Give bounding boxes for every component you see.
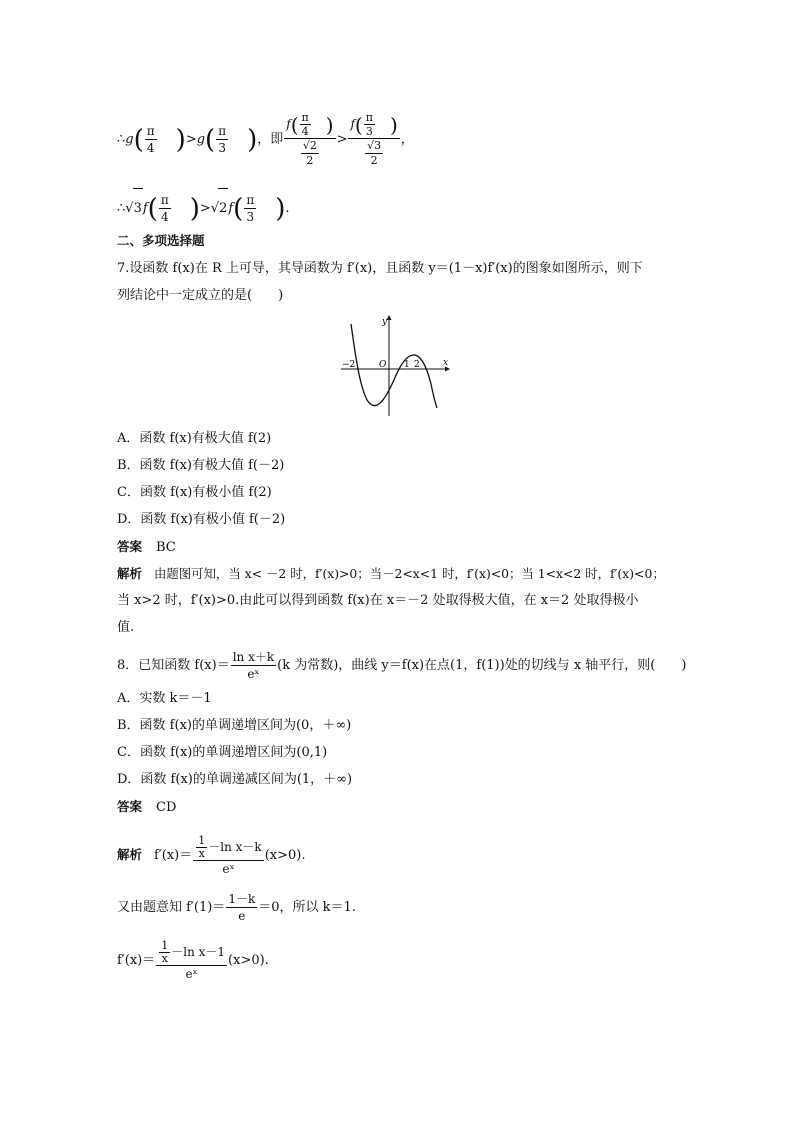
q8-stem: 8．已知函数 f(x)＝ $\frac{\text{ln x＋k}}{\text{eˣ}}$ (k 为常数)，曲线 y＝f(x)在点(1，f(1))处的切线与 x 轴平行，则( ) xyxy=(117,650,687,681)
q7-option-a: A．函数 f(x)有极大值 f(2) xyxy=(117,431,272,446)
q7-stem-line-1: 7.设函数 f(x)在 R 上可导，其导函数为 f′(x)，且函数 y＝(1－x)f′(x)的图象如图所示，则下 xyxy=(117,261,643,276)
fraction-pi-4: $\frac{\pi}{4}$ xyxy=(160,193,169,224)
q8-final-derivative-fraction: $\frac{1}{x}$ －ln x－1 eˣ xyxy=(156,940,227,982)
ji-text: ，即 xyxy=(257,132,284,147)
x-label: x xyxy=(443,358,449,368)
q8-option-a: A．实数 k＝－1 xyxy=(117,691,212,706)
g-symbol: g xyxy=(125,132,134,147)
q8-k-fraction: $\frac{1-k}{e}$ xyxy=(228,892,256,923)
origin-label: O xyxy=(379,360,387,370)
tick-1: 1 xyxy=(404,360,410,370)
period: . xyxy=(285,201,290,216)
q7-graph xyxy=(335,312,455,418)
q7-stem-line-2: 列结论中一定成立的是( ) xyxy=(117,288,284,303)
f-symbol: f xyxy=(142,201,148,216)
sqrt-2: 2 xyxy=(218,188,228,229)
f-symbol: f xyxy=(228,201,234,216)
inequality-line-1: ∴g( $\frac{\pi}{4}$ )>g( $\frac{\pi}{3}$ )，即 f( $\frac{\pi}{4}$ ) $\frac{√2}{2}$ > f( $\frac{\pi}{3}$ ) $\frac{√3}{2}$ ， xyxy=(117,111,414,167)
tick-neg2: −2 xyxy=(342,360,356,370)
q8-option-d: D．函数 f(x)的单调递减区间为(1，＋∞) xyxy=(117,772,353,787)
q8-fraction: $\frac{\text{ln x＋k}}{\text{eˣ}}$ xyxy=(232,650,275,681)
fraction-f-pi3-over-sqrt3: f( $\frac{\pi}{3}$ ) $\frac{√3}{2}$ xyxy=(350,111,398,167)
function-curve xyxy=(351,324,437,408)
q8-answer: 答案 CD xyxy=(117,799,177,815)
gt-g-symbol: >g xyxy=(185,132,206,147)
fraction-pi-3: $\frac{\pi}{3}$ xyxy=(246,193,255,224)
therefore-symbol: ∴ xyxy=(117,132,126,147)
tick-2: 2 xyxy=(414,360,420,370)
q7-analysis-line-1: 解析 由题图可知，当 x< －2 时，f′(x)>0；当－2<x<1 时，f′(x)<0；当 1<x<2 时，f′(x)<0； xyxy=(117,566,665,581)
gt-symbol: > xyxy=(199,201,211,216)
q7-answer: 答案 BC xyxy=(117,539,176,555)
q7-analysis-line-2: 当 x>2 时，f′(x)>0.由此可以得到函数 f(x)在 x＝－2 处取得极大值，在 x＝2 处取得极小 xyxy=(117,593,639,608)
q7-analysis-line-3: 值. xyxy=(117,620,135,635)
q8-analysis-line-2: 又由题意知 f′(1)＝ $\frac{1-k}{e}$ ＝0，所以 k＝1. xyxy=(117,892,356,923)
q7-option-c: C．函数 f(x)有极小值 f(2) xyxy=(117,485,272,500)
therefore-symbol: ∴ xyxy=(117,201,126,216)
q7-option-b: B．函数 f(x)有极大值 f(－2) xyxy=(117,458,285,473)
y-axis-arrow xyxy=(387,315,392,320)
fraction-f-pi4-over-sqrt2: f( $\frac{\pi}{4}$ ) $\frac{√2}{2}$ xyxy=(286,111,334,167)
sqrt-3: 3 xyxy=(133,188,143,229)
q8-option-b: B．函数 f(x)的单调递增区间为(0，＋∞) xyxy=(117,718,352,733)
q8-analysis-derivative: 解析 f′(x)＝ $\frac{1}{x}$ －ln x－k eˣ (x>0). xyxy=(117,833,306,876)
q8-derivative-fraction: $\frac{1}{x}$ －ln x－k eˣ xyxy=(193,835,263,877)
q8-option-c: C．函数 f(x)的单调递增区间为(0,1) xyxy=(117,745,328,760)
inequality-line-2: ∴√3f( $\frac{\pi}{4}$ )>√2f( $\frac{\pi}{3}$ ). xyxy=(117,188,290,228)
comma: ， xyxy=(400,132,414,147)
section-title: 二、多项选择题 xyxy=(117,233,205,248)
fraction-pi-4: $\frac{\pi}{4}$ xyxy=(146,124,155,155)
q8-analysis-line-3: f′(x)＝ $\frac{1}{x}$ －ln x－1 eˣ (x>0). xyxy=(117,938,269,981)
q7-option-d: D．函数 f(x)有极小值 f(－2) xyxy=(117,512,286,527)
fraction-pi-3: $\frac{\pi}{3}$ xyxy=(218,124,227,155)
y-label: y xyxy=(382,317,388,327)
gt-symbol: > xyxy=(336,132,348,147)
